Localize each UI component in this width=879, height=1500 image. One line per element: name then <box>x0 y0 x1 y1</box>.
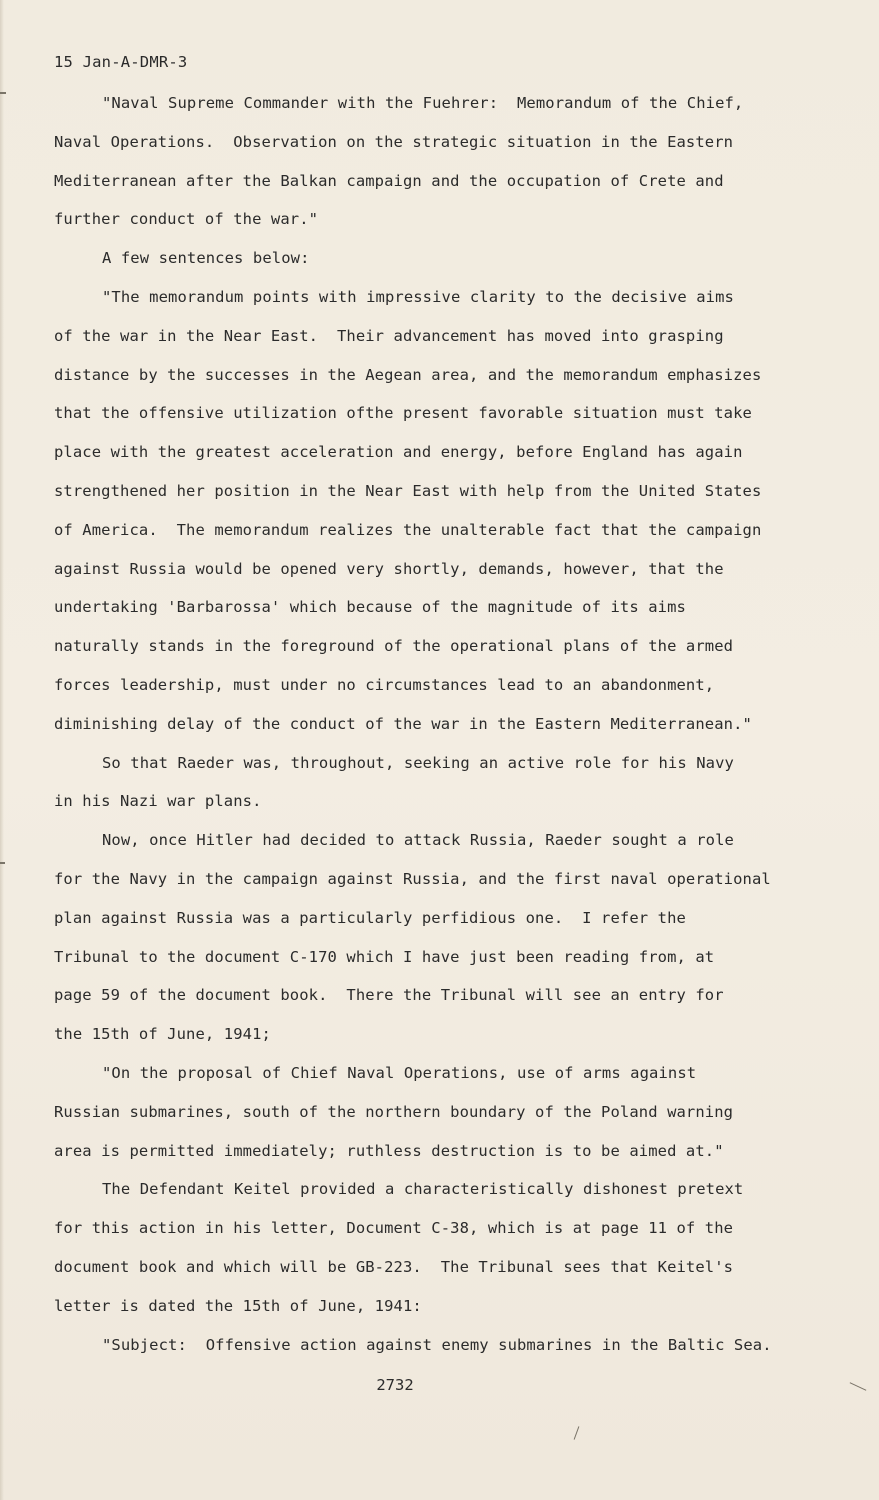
text-line: Naval Operations. Observation on the strategic situation in the Eastern <box>54 132 734 151</box>
margin-tick-mark <box>0 862 5 864</box>
text-line: further conduct of the war." <box>54 210 319 229</box>
page-number: 2732 <box>376 1376 414 1394</box>
text-line: "Subject: Offensive action against enemy submarines in the Baltic Sea. <box>102 1335 772 1354</box>
text-line: that the offensive utilization ofthe present favorable situation must take <box>54 404 752 423</box>
text-line: for the Navy in the campaign against Russia, and the first naval operational <box>54 869 771 888</box>
text-line: "On the proposal of Chief Naval Operations, use of arms against <box>102 1063 697 1082</box>
text-line: letter is dated the 15th of June, 1941: <box>54 1296 422 1315</box>
text-line: in his Nazi war plans. <box>54 792 262 811</box>
text-line: strengthened her position in the Near East with help from the United States <box>54 481 762 500</box>
text-line: So that Raeder was, throughout, seeking an active role for his Navy <box>102 753 734 772</box>
text-line: Mediterranean after the Balkan campaign and the occupation of Crete and <box>54 171 724 190</box>
text-line: for this action in his letter, Document C-38, which is at page 11 of the <box>54 1219 734 1238</box>
text-line: Tribunal to the document C-170 which I have just been reading from, at <box>54 947 715 966</box>
text-line: distance by the successes in the Aegean area, and the memorandum emphasizes <box>54 365 762 384</box>
text-line: document book and which will be GB-223. The Tribunal sees that Keitel's <box>54 1257 734 1276</box>
text-line: the 15th of June, 1941; <box>54 1025 271 1044</box>
text-line: Russian submarines, south of the northern boundary of the Poland warning <box>54 1102 734 1121</box>
text-line: of America. The memorandum realizes the unalterable fact that the campaign <box>54 520 762 539</box>
text-line: A few sentences below: <box>102 249 310 268</box>
text-line: The Defendant Keitel provided a characteristically dishonest pretext <box>102 1180 744 1199</box>
text-line: of the war in the Near East. Their advancement has moved into grasping <box>54 326 724 345</box>
text-line: naturally stands in the foreground of the operational plans of the armed <box>54 637 734 656</box>
text-line: place with the greatest acceleration and energy, before England has again <box>54 443 743 462</box>
text-line: "The memorandum points with impressive clarity to the decisive aims <box>102 287 734 306</box>
page-edge-shadow <box>0 0 4 1500</box>
document-body <box>54 84 814 1364</box>
text-line: Now, once Hitler had decided to attack Russia, Raeder sought a role <box>102 831 734 850</box>
margin-tick-mark <box>0 92 6 94</box>
scan-line-mark <box>574 1426 580 1439</box>
text-line: page 59 of the document book. There the Tribunal will see an entry for <box>54 986 724 1005</box>
scan-line-mark <box>850 1382 867 1391</box>
text-line: against Russia would be opened very shortly, demands, however, that the <box>54 559 724 578</box>
text-line: forces leadership, must under no circumstances lead to an abandonment, <box>54 675 715 694</box>
text-line: undertaking 'Barbarossa' which because of the magnitude of its aims <box>54 598 686 617</box>
document-reference: 15 Jan-A-DMR-3 <box>54 53 188 71</box>
text-line: "Naval Supreme Commander with the Fuehrer: Memorandum of the Chief, <box>102 94 744 112</box>
text-line: plan against Russia was a particularly perfidious one. I refer the <box>54 908 686 927</box>
text-line: diminishing delay of the conduct of the war in the Eastern Mediterranean." <box>54 714 752 733</box>
text-line: area is permitted immediately; ruthless destruction is to be aimed at." <box>54 1141 724 1160</box>
